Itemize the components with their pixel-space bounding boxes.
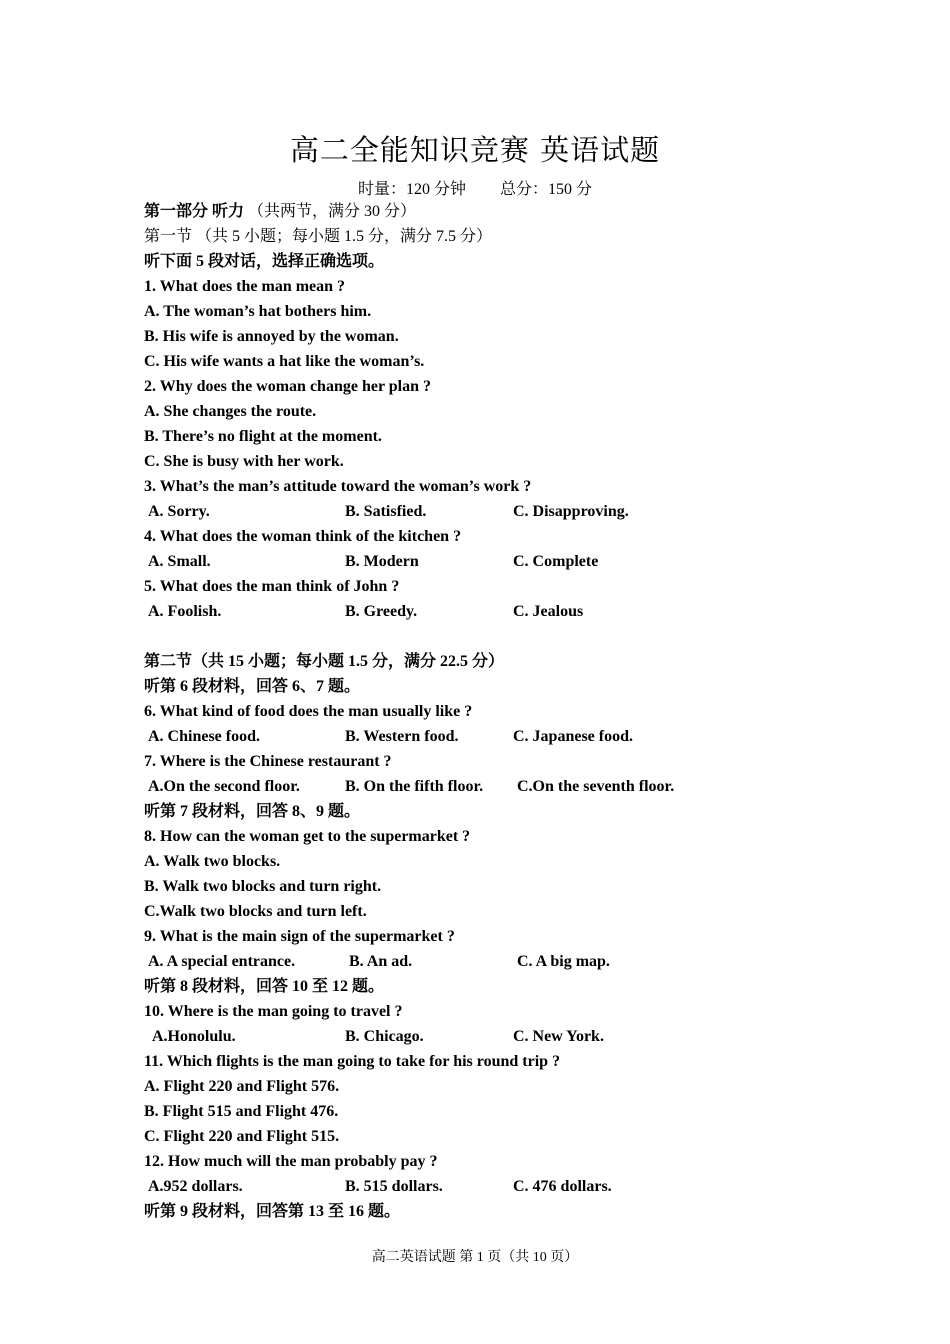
question-1: 1. What does the man mean ? (144, 278, 346, 295)
page-footer: 高二英语试题 第 1 页（共 10 页） (371, 1250, 579, 1265)
material-8-instruction: 听第 8 段材料，回答 10 至 12 题。 (144, 978, 385, 995)
question-3-option-c: C. Disapproving. (513, 503, 629, 520)
question-3-option-b: B. Satisfied. (345, 503, 427, 520)
section1-heading: 第一节 （共 5 小题；每小题 1.5 分，满分 7.5 分） (144, 228, 493, 245)
question-8-option-c: C.Walk two blocks and turn left. (144, 903, 367, 920)
question-2-option-b: B. There’s no flight at the moment. (144, 428, 382, 445)
question-5-option-a: A. Foolish. (148, 603, 222, 620)
question-2-option-a: A. She changes the route. (144, 403, 317, 420)
time-limit: 时量：120 分钟 (357, 181, 466, 198)
question-11-option-b: B. Flight 515 and Flight 476. (144, 1103, 339, 1120)
question-7-option-a: A.On the second floor. (148, 778, 300, 795)
question-10-option-b: B. Chicago. (345, 1028, 424, 1045)
question-12-option-c: C. 476 dollars. (513, 1178, 612, 1195)
section2-heading: 第二节（共 15 小题；每小题 1.5 分，满分 22.5 分） (144, 653, 505, 670)
total-score: 总分：150 分 (500, 181, 593, 198)
question-4-option-c: C. Complete (513, 553, 599, 570)
question-5-option-b: B. Greedy. (345, 603, 418, 620)
part1-heading (144, 201, 416, 223)
question-5: 5. What does the man think of John ? (144, 578, 400, 595)
question-1-option-c: C. His wife wants a hat like the woman’s. (144, 353, 425, 370)
question-3-option-a: A. Sorry. (148, 503, 210, 520)
part1-heading-note: （共两节，满分 30 分） (248, 203, 417, 220)
question-7-option-c: C.On the seventh floor. (517, 778, 675, 795)
question-4-option-b: B. Modern (345, 553, 419, 570)
question-10-option-a: A.Honolulu. (152, 1028, 236, 1045)
question-11: 11. Which flights is the man going to take for his round trip ? (144, 1053, 561, 1070)
question-4-option-a: A. Small. (148, 553, 211, 570)
question-2: 2. Why does the woman change her plan ? (144, 378, 431, 395)
question-12-option-a: A.952 dollars. (148, 1178, 243, 1195)
question-10: 10. Where is the man going to travel ? (144, 1003, 403, 1020)
question-5-option-c: C. Jealous (513, 603, 584, 620)
question-9: 9. What is the main sign of the supermarket ? (144, 928, 455, 945)
question-2-option-c: C. She is busy with her work. (144, 453, 344, 470)
question-9-option-b: B. An ad. (349, 953, 413, 970)
question-9-option-a: A. A special entrance. (148, 953, 296, 970)
question-3: 3. What’s the man’s attitude toward the woman’s work ? (144, 478, 532, 495)
question-7: 7. Where is the Chinese restaurant ? (144, 753, 392, 770)
page-title: 高二全能知识竞赛 英语试题 (289, 133, 661, 167)
question-11-option-c: C. Flight 220 and Flight 515. (144, 1128, 340, 1145)
question-8-option-a: A. Walk two blocks. (144, 853, 281, 870)
question-6-option-c: C. Japanese food. (513, 728, 634, 745)
question-8: 8. How can the woman get to the supermarket ? (144, 828, 471, 845)
question-8-option-b: B. Walk two blocks and turn right. (144, 878, 382, 895)
exam-meta (0, 176, 950, 199)
part1-heading-title: 第一部分 听力 (144, 203, 245, 220)
question-6-option-a: A. Chinese food. (148, 728, 261, 745)
question-1-option-a: A. The woman’s hat bothers him. (144, 303, 372, 320)
question-4: 4. What does the woman think of the kitchen ? (144, 528, 462, 545)
question-11-option-a: A. Flight 220 and Flight 576. (144, 1078, 340, 1095)
question-12-option-b: B. 515 dollars. (345, 1178, 443, 1195)
section1-instruction: 听下面 5 段对话，选择正确选项。 (144, 253, 385, 270)
question-6-option-b: B. Western food. (345, 728, 459, 745)
material-7-instruction: 听第 7 段材料，回答 8、9 题。 (144, 803, 361, 820)
question-9-option-c: C. A big map. (517, 953, 610, 970)
question-7-option-b: B. On the fifth floor. (345, 778, 484, 795)
question-10-option-c: C. New York. (513, 1028, 604, 1045)
material-9-instruction: 听第 9 段材料，回答第 13 至 16 题。 (144, 1203, 401, 1220)
material-6-instruction: 听第 6 段材料，回答 6、7 题。 (144, 678, 361, 695)
question-1-option-b: B. His wife is annoyed by the woman. (144, 328, 399, 345)
question-6: 6. What kind of food does the man usually like ? (144, 703, 473, 720)
question-12: 12. How much will the man probably pay ? (144, 1153, 438, 1170)
